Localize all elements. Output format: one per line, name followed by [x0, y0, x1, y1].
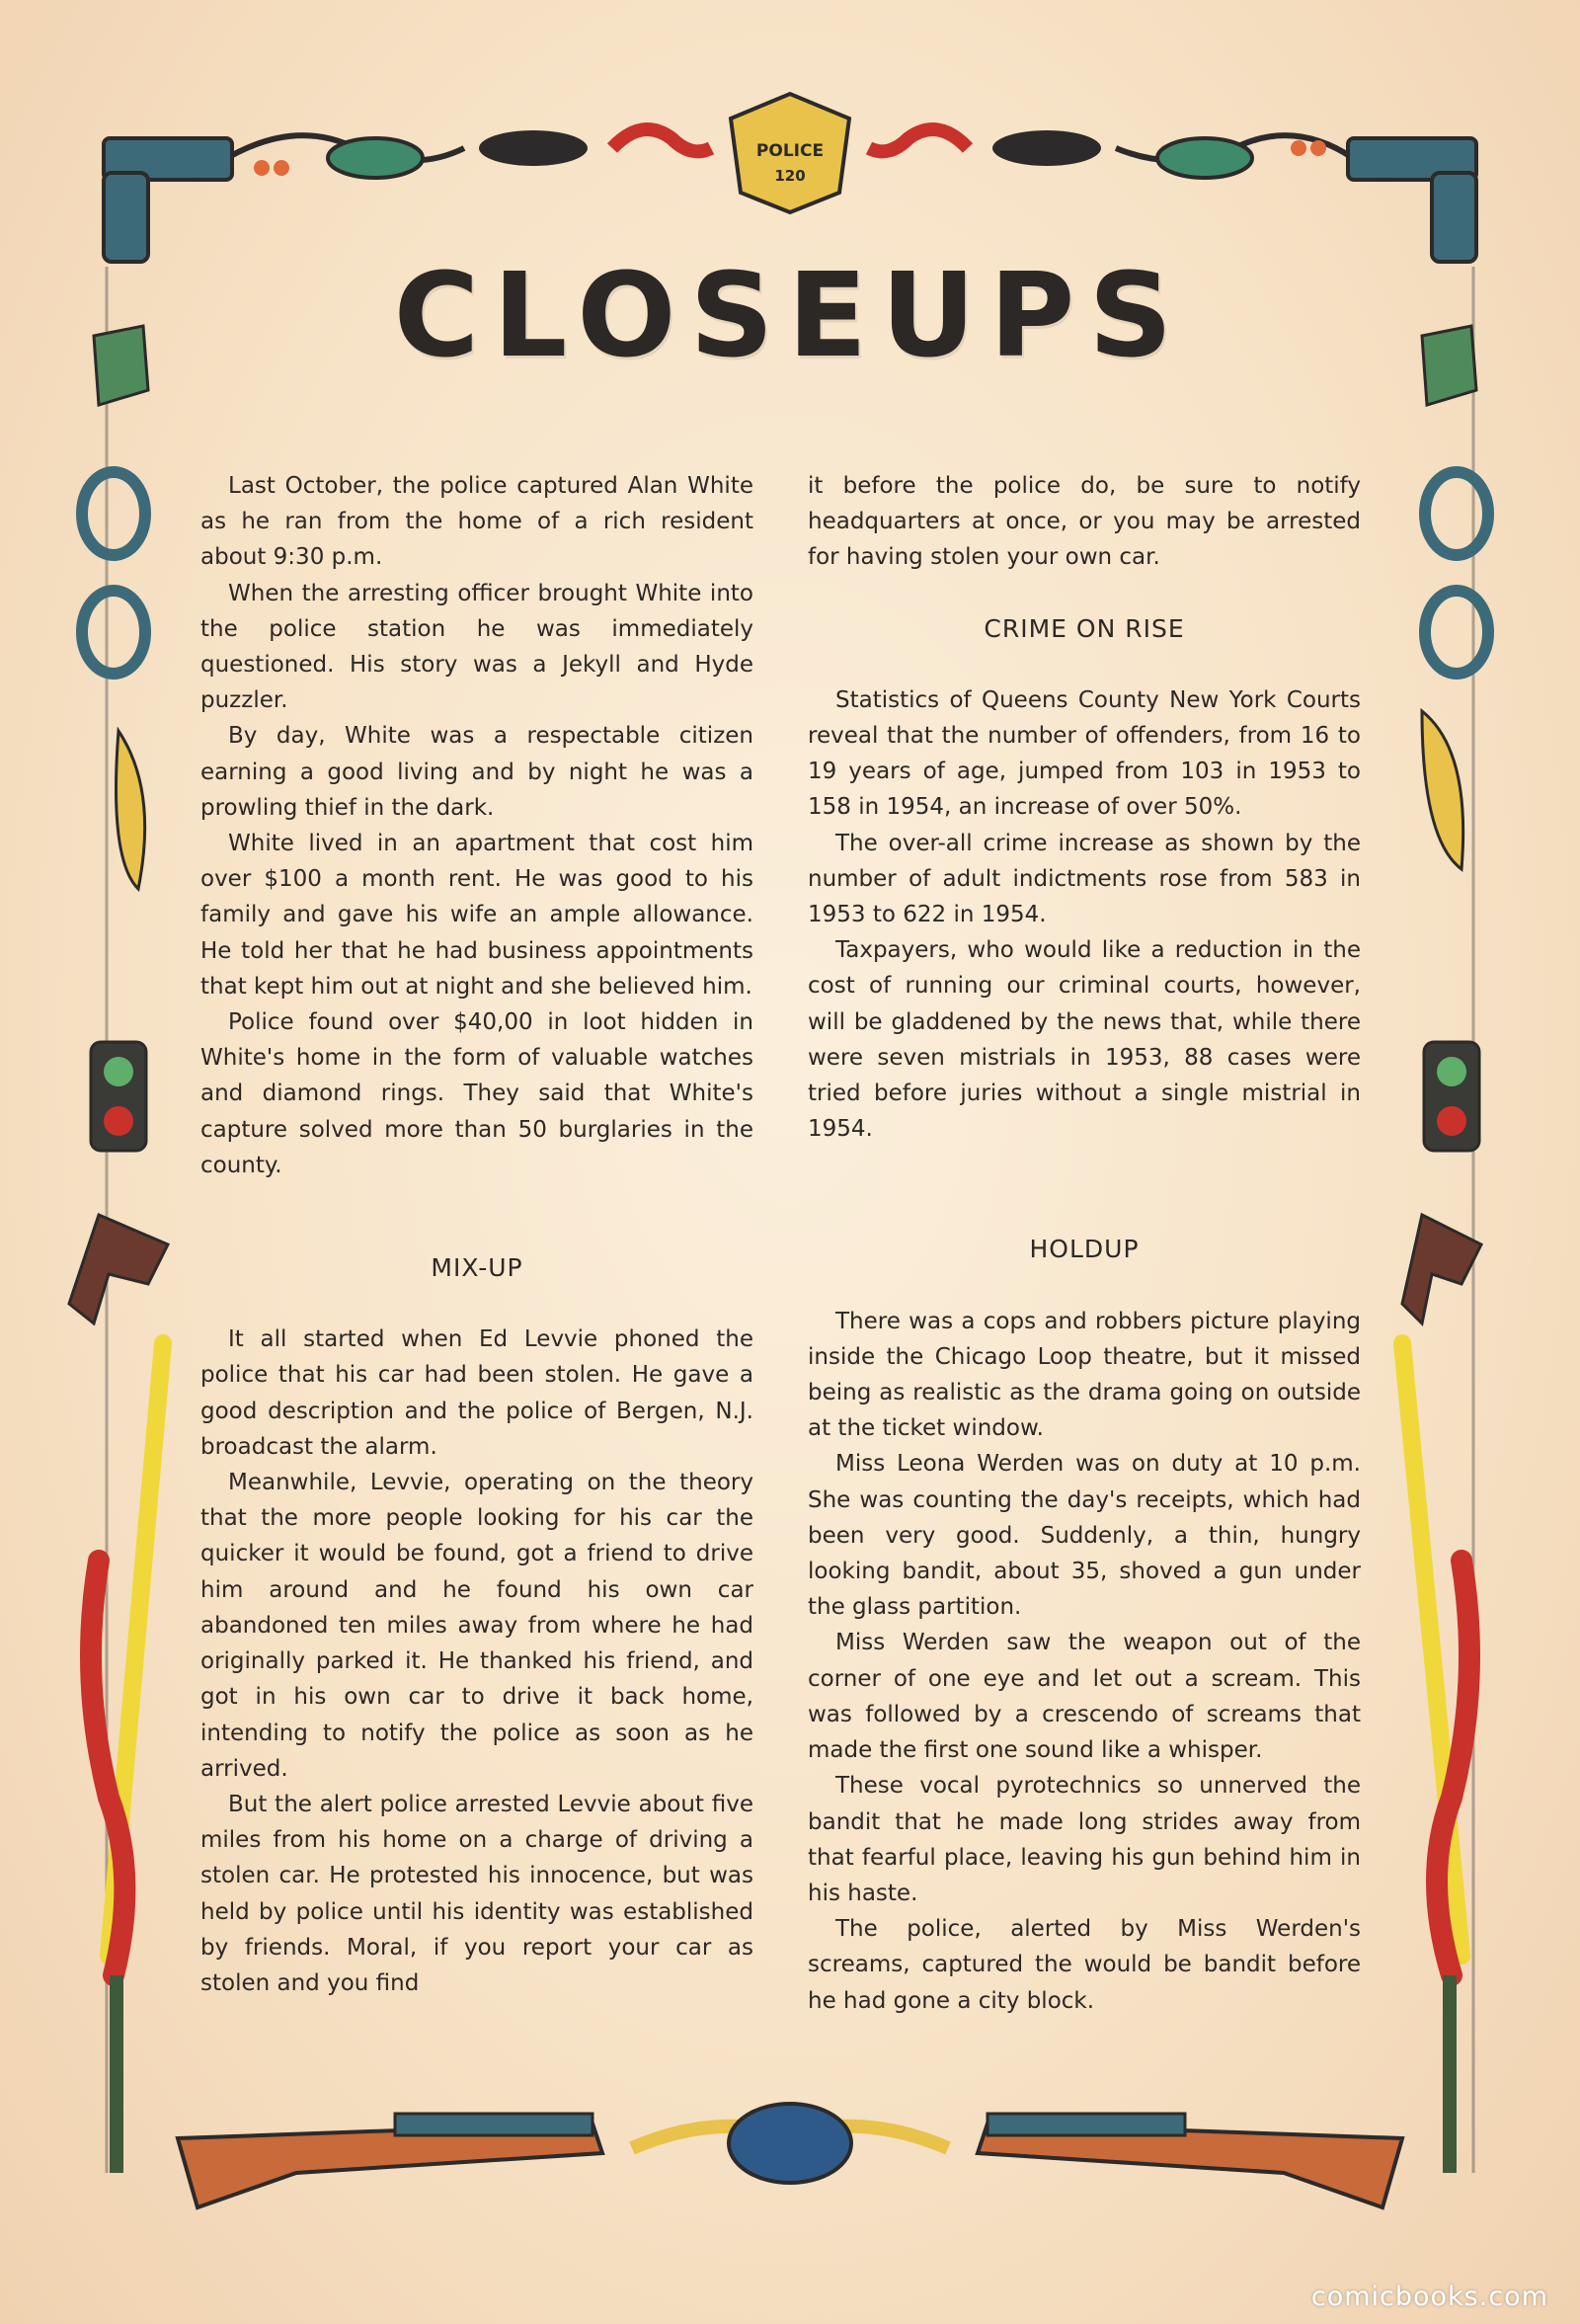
badge-text-police: POLICE — [755, 141, 825, 161]
article-paragraph: But the alert police arrested Levvie about five miles from his home on a charge of driving a stolen car. He protested his innocence, but was held by police until his identity was established by friends. Moral, if you report your car as stolen and you find — [200, 1791, 753, 1996]
article-paragraph: Police found over $40,00 in loot hidden in White's home in the form of valuable watches and diamond rings. They said that White's capture solved more than 50 burglaries in the county. — [200, 1009, 753, 1178]
article-paragraph: Last October, the police captured Alan White as he ran from the home of a rich resident about 9:30 p.m. — [200, 473, 753, 571]
top-right-pistol-icon — [1348, 138, 1476, 262]
top-border — [227, 94, 1353, 212]
right-handcuff-chain-icon — [869, 129, 968, 151]
section-heading-holdup: HOLDUP — [1029, 1235, 1140, 1264]
article-paragraph: Meanwhile, Levvie, operating on the theory that the more people looking for his car the quicker it would be found, got a friend to drive him around and he found his own car abandoned ten miles away from where he had originally parked it. He thanked his friend, and got in his own car to drive it back home, intending to notify the police as soon as he arrived. — [200, 1470, 753, 1782]
left-domino-mask-icon — [479, 130, 588, 166]
bottom-badge-icon — [729, 2104, 851, 2183]
right-revolver-icon — [1422, 711, 1463, 869]
article-paragraph: By day, White was a respectable citizen earning a good living and by night he was a prowling thief in the dark. — [200, 723, 753, 821]
right-pistol-icon — [1402, 1215, 1481, 1323]
site-watermark: comicbooks.com — [1310, 2282, 1548, 2312]
article-paragraph: White lived in an apartment that cost him over $100 a month rent. He was good to his family and gave his wife an ample allowance. He told her that he had business appointments that kept him out at night and she believed him. — [200, 831, 753, 1000]
left-handcuff-icon — [82, 472, 145, 555]
right-column — [808, 468, 1361, 2019]
article-paragraph-continued: it before the police do, be sure to notify headquarters at once, or you may be arrested for having stolen your own car. — [808, 473, 1361, 571]
police-badge-icon — [731, 94, 849, 212]
left-column — [200, 468, 753, 2001]
right-border — [1402, 267, 1488, 2173]
article-paragraph: Miss Werden saw the weapon out of the corner of one eye and let out a scream. This was followed by a crescendo of screams that made the first one sound like a whisper. — [808, 1630, 1361, 1764]
left-mask-icon — [328, 138, 423, 178]
section-heading-mixup: MIX-UP — [431, 1253, 523, 1283]
article-paragraph: There was a cops and robbers picture playing inside the Chicago Loop theatre, but it missed being as realistic as the drama going on outside at the ticket window. — [808, 1308, 1361, 1442]
right-mask-icon — [1157, 138, 1252, 178]
article-paragraph: These vocal pyrotechnics so unnerved the bandit that he made long strides away from that fearful place, leaving his gun behind him in his haste. — [808, 1773, 1361, 1906]
article-paragraph: The police, alerted by Miss Werden's screams, captured the would be bandit before he had gone a city block. — [808, 1916, 1361, 2014]
top-left-pistol-icon — [104, 138, 232, 262]
bottom-border — [178, 2104, 1402, 2207]
article-paragraph: Statistics of Queens County New York Courts reveal that the number of offenders, from 16 to 19 years of age, jumped from 103 in 1953 to 158 in 1954, an increase of over 50%. — [808, 686, 1361, 821]
article-paragraph: The over-all crime increase as shown by the number of adult indictments rose from 583 in 1953 to 622 in 1954. — [808, 830, 1361, 928]
article-paragraph: When the arresting officer brought White into the police station he was immediately questioned. His story was a Jekyll and Hyde puzzler. — [200, 580, 753, 714]
left-border — [69, 267, 168, 2173]
left-revolver-icon — [117, 731, 145, 889]
page-title: CLOSEUPS — [393, 247, 1187, 383]
article-paragraph: Miss Leona Werden was on duty at 10 p.m. She was counting the day's receipts, which had been very good. Suddenly, a thin, hungry looking bandit, about 35, shoved a gun under the glass partition. — [808, 1451, 1361, 1621]
right-domino-mask-icon — [992, 130, 1101, 166]
badge-text-number: 120 — [774, 167, 806, 185]
left-handcuff-chain-icon — [612, 129, 711, 151]
article-paragraph: Taxpayers, who would like a reduction in the cost of running our criminal courts, however, will be gladdened by the news that, while there were seven mistrials in 1953, 88 cases were tried before juries without a single mistrial in 1954. — [808, 937, 1361, 1143]
article-paragraph: It all started when Ed Levvie phoned the police that his car had been stolen. He gave a good description and the police of Bergen, N.J. broadcast the alarm. — [200, 1326, 753, 1460]
left-pistol-icon — [69, 1215, 168, 1323]
right-handcuff-icon — [1425, 472, 1488, 555]
section-heading-crime: CRIME ON RISE — [984, 613, 1185, 643]
